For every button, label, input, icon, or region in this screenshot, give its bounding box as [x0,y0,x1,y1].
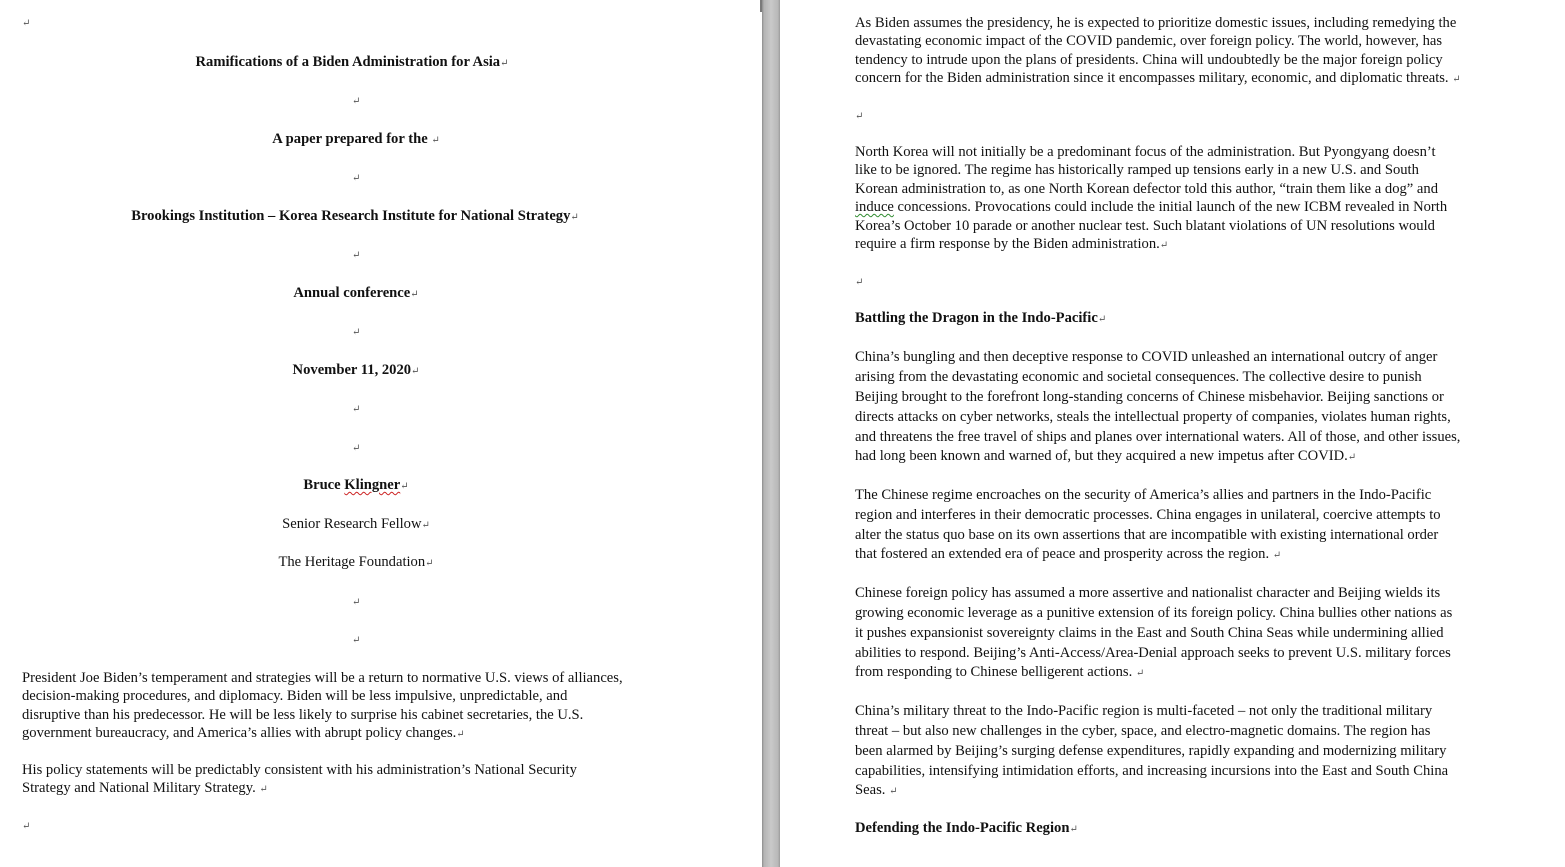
section-heading[interactable] [855,819,1078,839]
body-line-last[interactable] [855,663,1144,683]
paragraph-mark: ↵ [570,212,579,223]
conference-line[interactable] [293,284,418,304]
body-line[interactable]: it pushes expansionist sovereignty claims in the East and South China Seas while undermining allied [855,625,1444,641]
paragraph-mark: ↵ [421,520,430,531]
body-line[interactable]: been alarmed by Beijing’s surging defense expenditures, rapidly expanding and modernizing military [855,743,1447,759]
paragraph-mark: ↵ [352,443,361,454]
body-text: Seas. [855,782,890,798]
prepared-for-line[interactable] [272,130,439,150]
date-text: November 11, 2020 [292,362,412,378]
author-name-line[interactable] [303,476,408,496]
body-line[interactable]: like to be ignored. The regime has historically ramped up tensions early in a new U.S. and South [855,162,1419,178]
body-line[interactable]: and threatens the free travel of ships and planes over international waters. All of those, and other issues, [855,429,1461,445]
paragraph-mark: ↵ [1272,550,1282,561]
body-text: government bureaucracy, and America’s allies with abrupt policy changes. [22,725,457,741]
body-line[interactable]: As Biden assumes the presidency, he is expected to prioritize domestic issues, including remedying the [855,15,1457,31]
author-org-text: The Heritage Foundation [278,554,426,570]
body-line[interactable]: Chinese foreign policy has assumed a more assertive and nationalist character and Beijing wields its [855,585,1441,601]
paragraph-mark: ↵ [855,111,864,122]
paper-title[interactable] [196,53,509,73]
body-line-last[interactable] [22,779,268,799]
section-heading-text: Defending the Indo-Pacific Region [855,820,1070,836]
body-line-last[interactable] [855,447,1356,467]
conference-text: Annual conference [293,285,411,301]
paragraph-mark: ↵ [400,481,409,492]
body-line[interactable]: disruptive than his predecessor. He will be less likely to surprise his cabinet secretaries, the U.S. [22,707,584,723]
body-text: concern for the Biden administration since it encompasses military, economic, and diplomatic threats. [855,70,1453,86]
paragraph-mark: ↵ [259,784,268,795]
paragraph-mark: ↵ [500,58,509,69]
section-heading-text: Battling the Dragon in the Indo-Pacific [855,310,1098,326]
body-line-last[interactable] [855,69,1461,89]
body-line[interactable]: China’s bungling and then deceptive response to COVID unleashed an international outcry of anger [855,349,1438,365]
paragraph-mark: ↵ [1135,668,1145,679]
body-text: Strategy and National Military Strategy. [22,780,260,796]
paragraph-mark: ↵ [352,173,361,184]
document-page-right[interactable] [780,0,1565,867]
paragraph-mark: ↵ [456,729,465,740]
body-line[interactable]: Korean administration to, as one North Korean defector told this author, “train them like a dog” and [855,181,1438,197]
paragraph-mark: ↵ [22,821,31,832]
body-line[interactable]: alter the status quo base on its own assertions that are incompatible with existing international order [855,527,1439,543]
paragraph-mark: ↵ [1097,314,1107,325]
author-role-line[interactable] [282,515,430,535]
body-line[interactable]: China’s military threat to the Indo-Pacific region is multi-faceted – not only the traditional military [855,703,1433,719]
body-line[interactable]: devastating economic impact of the COVID pandemic, over foreign policy. The world, however, has [855,33,1443,49]
paragraph-mark: ↵ [1347,452,1357,463]
body-line[interactable]: Beijing brought to the forefront long-standing concerns of Chinese misbehavior. Beijing sanctions or [855,389,1444,405]
body-line[interactable]: directs attacks on cyber networks, steals the intellectual property of companies, violates human rights, [855,409,1451,425]
body-text: concessions. Provocations could include the initial launch of the new ICBM revealed in North [893,199,1448,215]
author-last-name[interactable]: Klingner [344,477,401,493]
body-text: had long been known and warned of, but they acquired a new impetus after COVID. [855,448,1348,464]
body-line[interactable]: The Chinese regime encroaches on the security of America’s allies and partners in the Indo-Pacific [855,487,1432,503]
body-line[interactable]: arising from the devastating economic and societal consequences. The collective desire to punish [855,369,1422,385]
body-line[interactable] [855,198,1447,217]
institution-text: Brookings Institution – Korea Research Institute for National Strategy [131,208,571,224]
body-line[interactable]: tendency to intrude upon the plans of presidents. China will undoubtedly be the major foreign policy [855,52,1443,68]
paper-title-text: Ramifications of a Biden Administration for Asia [195,54,501,70]
paragraph-mark: ↵ [352,250,361,261]
body-line[interactable]: growing economic leverage as a punitive extension of its foreign policy. China bullies other nations as [855,605,1453,621]
paragraph-mark: ↵ [431,135,440,146]
section-heading[interactable] [855,309,1106,329]
body-line[interactable]: abilities to respond. Beijing’s Anti-Access/Area-Denial approach seeks to prevent U.S. military forces [855,645,1451,661]
prepared-for-text: A paper prepared for the [272,131,428,147]
paragraph-mark: ↵ [1069,824,1078,835]
date-line[interactable] [293,361,420,381]
body-line-last[interactable] [22,724,465,744]
paragraph-mark: ↵ [425,558,434,569]
document-page-left[interactable] [0,0,762,867]
body-line-last[interactable] [855,781,897,801]
institution-line[interactable] [131,207,579,227]
body-line[interactable]: capabilities, intensifying intimidation efforts, and increasing incursions into the East and South China [855,763,1449,779]
body-line[interactable]: North Korea will not initially be a predominant focus of the administration. But Pyongyang doesn’t [855,144,1436,160]
paragraph-mark: ↵ [22,18,31,29]
body-line[interactable]: threat – but also new challenges in the cyber, space, and electro-magnetic domains. The region has [855,723,1431,739]
page-edge-marker [760,0,762,12]
paragraph-mark: ↵ [855,277,864,288]
author-role-text: Senior Research Fellow [282,516,422,532]
body-line[interactable]: President Joe Biden’s temperament and strategies will be a return to normative U.S. views of alliances, [22,670,623,686]
grammar-flagged-word[interactable]: induce [855,199,894,215]
body-line[interactable]: His policy statements will be predictably consistent with his administration’s National Security [22,762,577,778]
paragraph-mark: ↵ [352,635,361,646]
body-line[interactable]: region and interferes in their democratic processes. China engages in unilateral, coercive attempts to [855,507,1441,523]
body-text: that fostered an extended era of peace and prosperity across the region. [855,546,1273,562]
body-text: from responding to Chinese belligerent actions. [855,664,1136,680]
paragraph-mark: ↵ [410,289,419,300]
paragraph-mark: ↵ [889,786,898,797]
page-gutter [762,0,780,867]
paragraph-mark: ↵ [1159,240,1169,251]
paragraph-mark: ↵ [352,597,361,608]
body-line-last[interactable] [855,545,1281,565]
paragraph-mark: ↵ [352,96,361,107]
paragraph-mark: ↵ [352,404,361,415]
body-line-last[interactable] [855,235,1168,255]
paragraph-mark: ↵ [352,327,361,338]
body-line[interactable]: decision-making procedures, and diplomacy. Biden will be less impulsive, unpredictable, and [22,688,568,704]
body-line[interactable]: Korea’s October 10 parade or another nuclear test. Such blatant violations of UN resolutions would [855,218,1435,234]
paragraph-mark: ↵ [1452,74,1461,85]
paragraph-mark: ↵ [411,366,420,377]
author-first-name: Bruce [303,477,345,493]
body-text: require a firm response by the Biden administration. [855,236,1160,252]
author-org-line[interactable] [278,553,433,573]
